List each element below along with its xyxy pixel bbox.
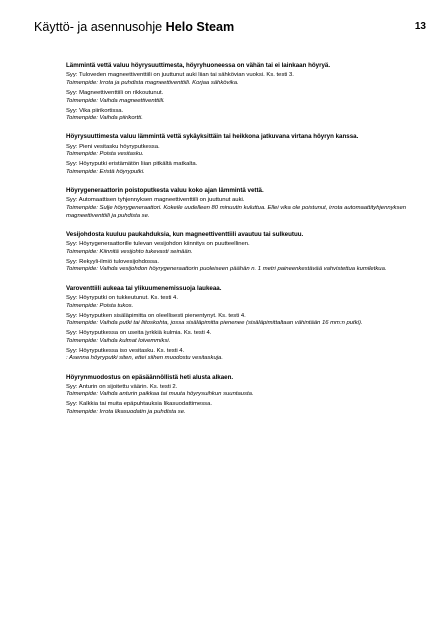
remedy-text: Toimenpide: Kiinnitä vesijohto tukevasti seinään. xyxy=(66,248,193,255)
cause-text: Syy: Höyryputki on tukkeutunut. Ks. testi 4. xyxy=(66,294,178,301)
problem-title: Höyrynmuodostus on epäsäännöllistä heti alusta alkaen. xyxy=(66,373,234,381)
remedy-text: Toimenpide: Irrota ja puhdista magneettiventtiili. Korjaa sähkövika. xyxy=(66,79,239,86)
document-title xyxy=(34,20,234,34)
problem-title: Lämmintä vettä valuu höyrysuuttimesta, höyryhuoneessa on vähän tai ei lainkaan höyryä. xyxy=(66,62,331,69)
cause-text: Syy: Tuloveden magneettiventtiili on juuttunut auki liian tai sähkövian vuoksi. Ks. testi 3. xyxy=(66,72,294,79)
cause-remedy-item xyxy=(66,348,424,363)
page-number: 13 xyxy=(414,21,426,32)
problem-section xyxy=(66,187,424,220)
cause-text: Syy: Höyryputkessa on useita jyrkkiä kulmia. Ks. testi 4. xyxy=(66,330,212,337)
cause-text: Syy: Pieni vesitasku höyryputkessa. xyxy=(66,143,160,150)
manual-title: Käyttö- ja asennusohje xyxy=(34,20,163,34)
cause-remedy-item xyxy=(66,108,424,123)
problem-title: Varoventtiili aukeaa tai ylikuumenemissuoja laukeaa. xyxy=(66,284,222,292)
problem-title: Vesijohdosta kuuluu paukahduksia, kun magneettiventtiili avautuu tai sulkeutuu. xyxy=(66,230,304,238)
cause-remedy-item xyxy=(66,90,424,105)
cause-text: Syy: Automaattisen tyhjennyksen magneettiventtiili on juuttunut auki. xyxy=(66,197,245,204)
page-header xyxy=(34,20,426,40)
remedy-text: Toimenpide: Eristä höyryputki. xyxy=(66,168,145,175)
cause-text: Syy: Anturin on sijoitettu väärin. Ks. testi 2. xyxy=(66,383,178,390)
remedy-text: Toimenpide: Poista tukos. xyxy=(66,302,134,309)
remedy-text: Toimenpide: Vaihda vesijohdon höyrygeneraattorin puoleiseen päähän n. 1 metri paineenkestävää vahvistettua kumiletkua. xyxy=(66,266,387,273)
problem-section xyxy=(66,285,424,363)
remedy-text: Toimenpide: Poista vesitasku. xyxy=(66,151,144,158)
cause-text: Syy: Rekyyli-ilmiö tulovesijohdossa. xyxy=(66,258,159,265)
problem-section xyxy=(66,133,424,176)
troubleshooting-content xyxy=(66,62,424,427)
cause-text: Syy: Höyrygeneraattorille tulevan vesijohdon kiinnitys on puutteellinen. xyxy=(66,241,250,248)
remedy-text: Toimenpide: Irrota likasuodatin ja puhdista se. xyxy=(66,409,186,416)
cause-text: Syy: Vika piirikortissa. xyxy=(66,107,124,114)
cause-text: Syy: Höyryputki eristämätön liian pitkältä matkalta. xyxy=(66,161,198,168)
remedy-text: Toimenpide: Vaihda anturin paikkaa tai muuta höyrysuihkun suuntausta. xyxy=(66,391,254,398)
problem-title: Höyrysuuttimesta valuu lämmintä vettä sykäyksittäin tai heikkona jatkuvana virtana höyryn kanssa. xyxy=(66,133,359,141)
cause-remedy-item xyxy=(66,72,424,87)
cause-remedy-item xyxy=(66,330,424,345)
remedy-text: Toimenpide: Vaihda kulmat loivemmiksi. xyxy=(66,337,171,344)
remedy-text: Toimenpide: Vaihda putki tai liitoskohta, jossa sisäläpimitta pienenee (sisäläpimittaltaan vähintään 16 mm:n putki). xyxy=(66,320,363,327)
cause-text: Syy: Magneettiventtiili on rikkoutunut. xyxy=(66,89,164,96)
cause-remedy-item xyxy=(66,161,424,176)
cause-remedy-item xyxy=(66,295,424,310)
problem-section xyxy=(66,62,424,123)
cause-text: Syy: Höyryputkessa iso vesitasku. Ks. testi 4. xyxy=(66,347,185,354)
cause-remedy-item xyxy=(66,144,424,159)
cause-remedy-item xyxy=(66,241,424,256)
remedy-text: Toimenpide: Sulje höyrygeneraattori. Kokeile uudelleen 80 minuutin kuluttua. Ellei vika ole poistunut, irrota automaattityhjennyksen magneettiventtiili ja puhdista se. xyxy=(66,205,407,219)
problem-section xyxy=(66,231,424,274)
product-name: Helo Steam xyxy=(165,20,235,34)
cause-text: Syy: Höyryputken sisäläpimitta on oleellisesti pienentynyt. Ks. testi 4. xyxy=(66,312,246,319)
remedy-text: Toimenpide: Vaihda magneettiventtiili. xyxy=(66,97,165,104)
cause-remedy-item xyxy=(66,197,424,220)
remedy-text: : Asenna höyryputki siten, ettei siihen muodostu vesitaskuja. xyxy=(66,355,223,362)
remedy-text: Toimenpide: Vaihda piirikortti. xyxy=(66,115,143,122)
cause-remedy-item xyxy=(66,401,424,416)
problem-title: Höyrygeneraattorin poistoputkesta valuu koko ajan lämmintä vettä. xyxy=(66,187,264,195)
problem-section xyxy=(66,374,424,417)
cause-text: Syy: Kalkkia tai muita epäpuhtauksia likasuodattimessa. xyxy=(66,401,213,408)
cause-remedy-item xyxy=(66,313,424,328)
cause-remedy-item xyxy=(66,384,424,399)
cause-remedy-item xyxy=(66,259,424,274)
